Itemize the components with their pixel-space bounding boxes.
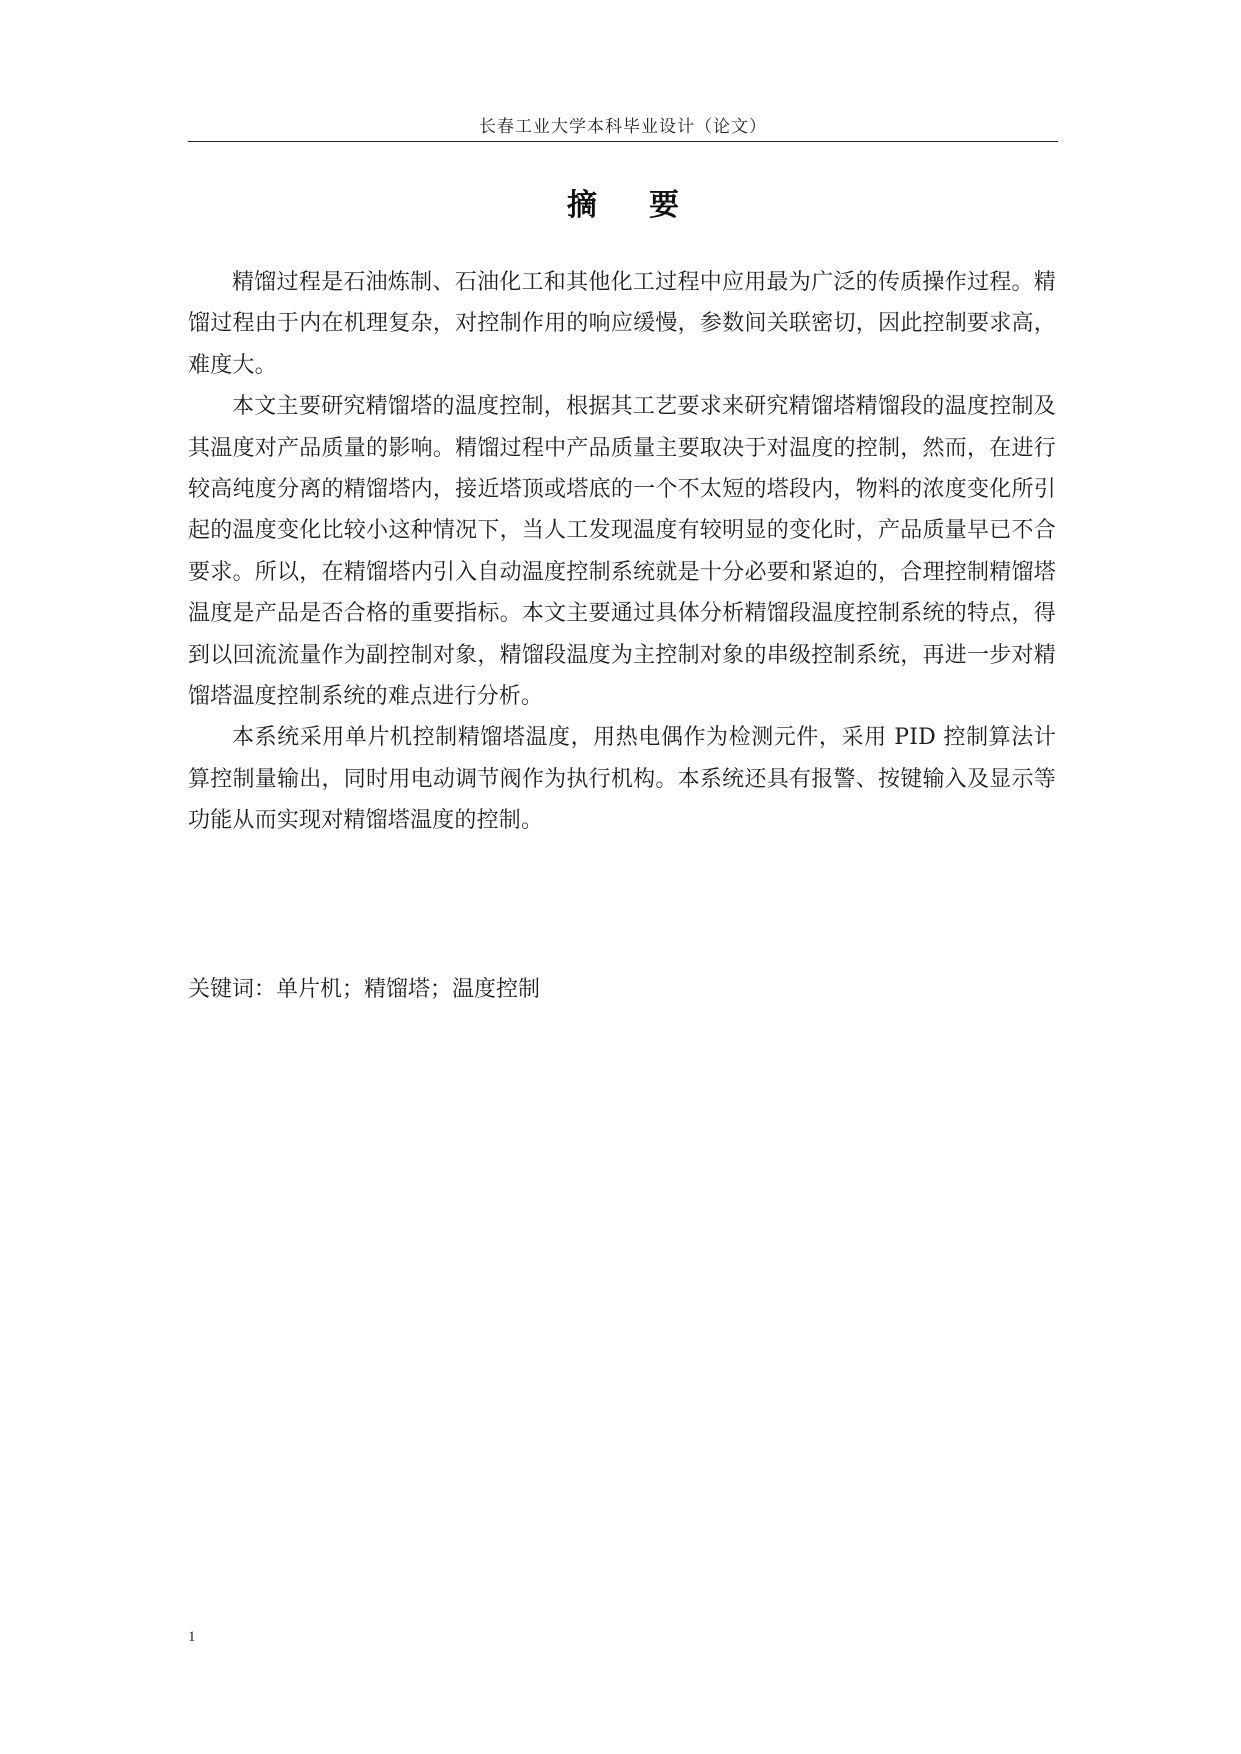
- page-number: 1: [188, 1629, 196, 1645]
- keywords-line: 关键词：单片机；精馏塔；温度控制: [188, 977, 541, 1002]
- abstract-paragraph-3: 本系统采用单片机控制精馏塔温度，用热电偶作为检测元件，采用 PID 控制算法计算控制量输出，同时用电动调节阀作为执行机构。本系统还具有报警、按键输入及显示等功能从而实现对精馏塔温度的控制。: [188, 725, 1056, 834]
- page-header: 长春工业大学本科毕业设计（论文）: [479, 117, 767, 137]
- abstract-body: [188, 262, 1056, 842]
- abstract-paragraph-1: 精馏过程是石油炼制、石油化工和其他化工过程中应用最为广泛的传质操作过程。精馏过程由于内在机理复杂，对控制作用的响应缓慢，参数间关联密切，因此控制要求高，难度大。: [188, 270, 1056, 378]
- abstract-title: 摘要: [567, 188, 731, 223]
- header-rule: [188, 141, 1058, 142]
- abstract-paragraph-2: 本文主要研究精馏塔的温度控制，根据其工艺要求来研究精馏塔精馏段的温度控制及其温度对产品质量的影响。精馏过程中产品质量主要取决于对温度的控制，然而，在进行较高纯度分离的精馏塔内，接近塔顶或塔底的一个不太短的塔段内，物料的浓度变化所引起的温度变化比较小这种情况下，当人工发现温度有较明显的变化时，产品质量早已不合要求。所以，在精馏塔内引入自动温度控制系统就是十分必要和紧迫的，合理控制精馏塔温度是产品是否合格的重要指标。本文主要通过具体分析精馏段温度控制系统的特点，得到以回流流量作为副控制对象，精馏段温度为主控制对象的串级控制系统，再进一步对精馏塔温度控制系统的难点进行分析。: [188, 394, 1056, 710]
